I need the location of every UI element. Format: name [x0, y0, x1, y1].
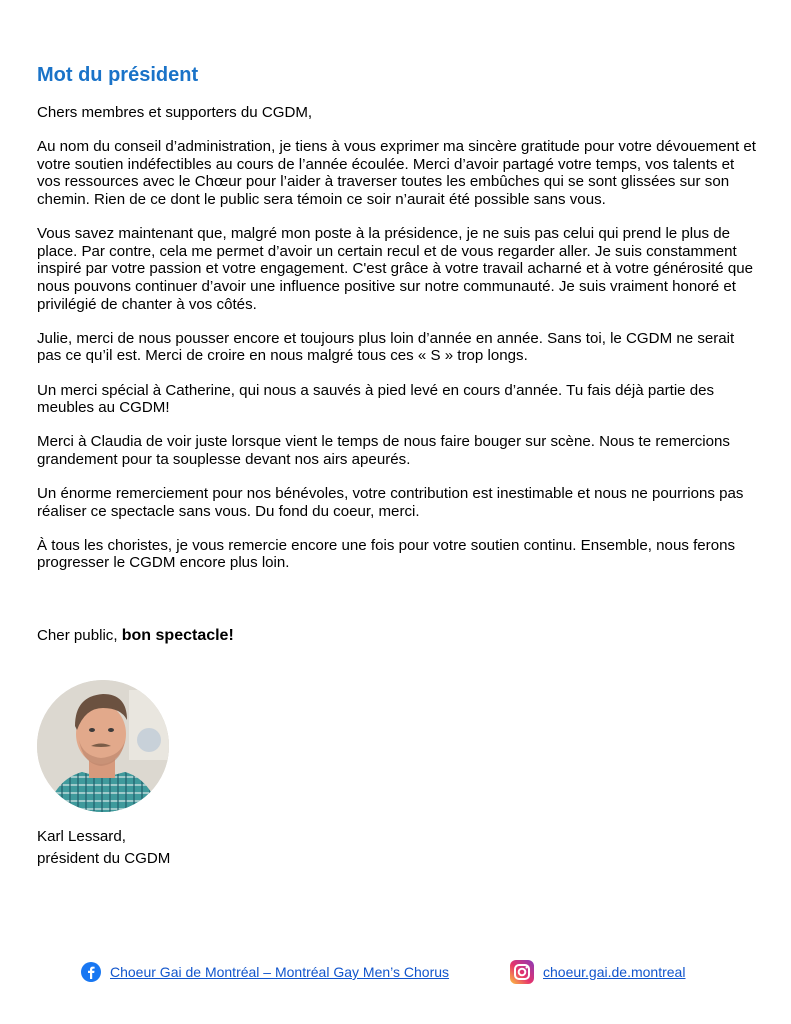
avatar	[37, 680, 169, 812]
paragraph: Julie, merci de nous pousser encore et toujours plus loin d’année en année. Sans toi, le CGDM ne serait pas ce qu’il est. Merci de croire en nous malgré tous ces « S » trop longs.	[37, 329, 735, 365]
paragraph: À tous les choristes, je vous remercie encore une fois pour votre soutien continu. Ensemble, nous ferons progresser le CGDM encore plus loin.	[37, 536, 736, 572]
signature	[37, 826, 170, 870]
closing-emphasis: bon spectacle!	[121, 627, 234, 644]
closing-prefix: Cher public,	[37, 627, 118, 644]
paragraph: Un merci spécial à Catherine, qui nous a sauvés à pied levé en cours d’année. Tu fais déjà partie des meubles au CGDM!	[37, 381, 715, 417]
paragraph: Merci à Claudia de voir juste lorsque vient le temps de nous faire bouger sur scène. Nous te remercions grandement pour ta souplesse devant nos airs apeurés.	[37, 433, 730, 468]
closing-line	[37, 627, 234, 645]
paragraph: Au nom du conseil d’administration, je tiens à vous exprimer ma sincère gratitude pour votre dévouement et votre soutien indéfectibles au cours de l’année écoulée. Merci d’avoir partagé votre temps, vos talents et vos ressources avec le Chœur pour l’aider à traverser toutes les embûches qui se sont glissées sur son chemin. Rien de ce dont le public sera témoin ce soir n’aurait été possible sans vous.	[37, 138, 757, 208]
instagram-link-text[interactable]: choeur.gai.de.montreal	[543, 964, 686, 980]
paragraph: Un énorme remerciement pour nos bénévoles, votre contribution est inestimable et nous ne pourrions pas réaliser ce spectacle sans vous. Du fond du coeur, merci.	[37, 485, 744, 520]
facebook-link[interactable]	[80, 960, 449, 984]
signature-role: président du CGDM	[37, 850, 171, 867]
signature-name: Karl Lessard,	[37, 828, 126, 845]
president-portrait	[37, 680, 169, 812]
facebook-icon	[80, 961, 102, 983]
paragraph: Vous savez maintenant que, malgré mon poste à la présidence, je ne suis pas celui qui prend le plus de place. Par contre, cela me permet d’avoir un certain recul et de vous regarder aller. Je suis constamment inspiré par votre passion et votre engagement. C'est grâce à votre travail acharné et à votre générosité que nous pouvons continuer d’avoir une influence positive sur notre communauté. Je suis vraiment honoré et privilégié de chanter à vos côtés.	[37, 225, 754, 313]
facebook-link-text[interactable]: Choeur Gai de Montréal – Montréal Gay Men’s Chorus	[110, 964, 450, 980]
greeting: Chers membres et supporters du CGDM,	[37, 104, 313, 121]
instagram-icon	[509, 959, 535, 985]
instagram-link[interactable]	[509, 960, 685, 984]
message-body	[37, 104, 759, 589]
page-title: Mot du président	[37, 64, 199, 86]
